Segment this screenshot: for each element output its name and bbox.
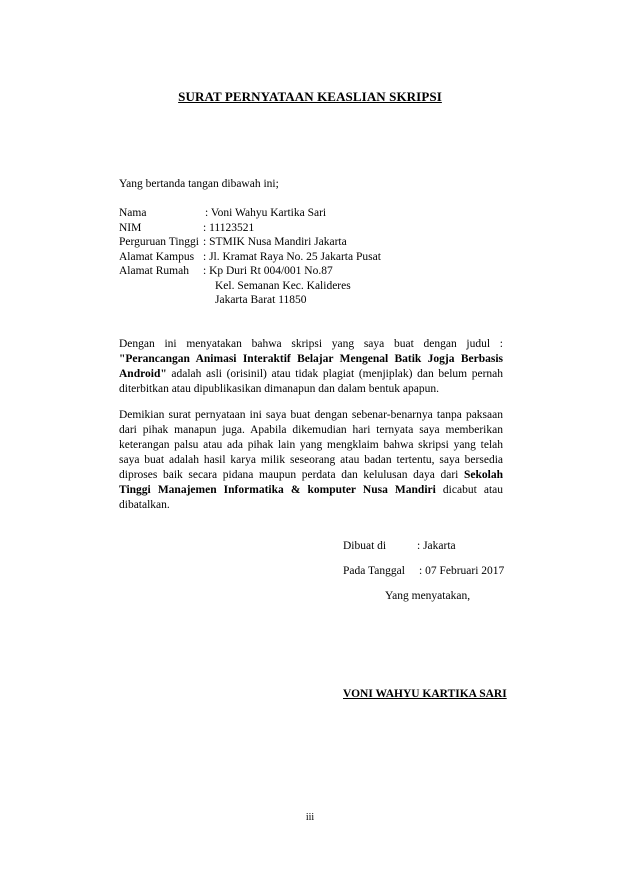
statement-intro: Dengan ini menyatakan bahwa skripsi yang saya buat dengan judul :	[119, 338, 503, 350]
declaration-body: Demikian surat pernyataan ini saya buat dengan sebenar-benarnya tanpa paksaan dari pihak manapun juga. Apabila dikemudian hari ternyata saya memberikan keterangan palsu atau ada pihak lain yang mengklaim bahwa skripsi yang telah saya buat adalah hasil karya milik seseorang atau badan tertentu, saya bersedia diproses baik secara pidana maupun perdata dan kelulusan daya dari	[119, 409, 503, 481]
field-alamat-kampus-value: : Jl. Kramat Raya No. 25 Jakarta Pusat	[203, 251, 381, 263]
intro-text: Yang bertanda tangan dibawah ini;	[119, 178, 279, 190]
field-nim	[119, 221, 254, 236]
field-alamat-rumah-label: Alamat Rumah	[119, 265, 189, 277]
field-nama-value: : Voni Wahyu Kartika Sari	[205, 207, 327, 219]
signatory-caption: Yang menyatakan,	[385, 590, 471, 602]
declaration-paragraph	[119, 408, 503, 513]
address-line-3: Jakarta Barat 11850	[215, 294, 307, 306]
field-nim-label: NIM	[119, 222, 142, 234]
declaration-end: dicabut atau dibatalkan.	[119, 484, 504, 511]
date-line	[343, 565, 504, 577]
field-alamat-rumah	[119, 264, 333, 279]
place-line	[343, 540, 456, 552]
field-nama-label: Nama	[119, 207, 147, 219]
statement-paragraph	[119, 337, 503, 397]
field-perguruan-tinggi-value: : STMIK Nusa Mandiri Jakarta	[203, 236, 347, 248]
date-label: Pada Tanggal	[343, 565, 405, 577]
signatory-name: VONI WAHYU KARTIKA SARI	[343, 688, 507, 700]
field-nim-value: : 11123521	[203, 222, 255, 234]
date-value: : 07 Februari 2017	[419, 565, 505, 577]
address-line-2: Kel. Semanan Kec. Kalideres	[215, 280, 351, 292]
institution-name: Sekolah Tinggi Manajemen Informatika & komputer Nusa Mandiri	[119, 469, 503, 496]
document-title: SURAT PERNYATAAN KEASLIAN SKRIPSI	[178, 89, 442, 104]
field-perguruan-tinggi-label: Perguruan Tinggi	[119, 236, 199, 248]
thesis-title: "Perancangan Animasi Interaktif Belajar Mengenal Batik Jogja Berbasis Android"	[119, 353, 503, 380]
statement-rest: adalah asli (orisinil) atau tidak plagiat (menjiplak) dan belum pernah diterbitkan atau dipublikasikan dimanapun dan dalam bentuk apapun.	[119, 368, 504, 395]
field-alamat-kampus	[119, 250, 381, 265]
place-value: : Jakarta	[417, 540, 456, 552]
place-label: Dibuat di	[343, 540, 387, 552]
field-perguruan-tinggi	[119, 235, 347, 250]
field-alamat-rumah-value: : Kp Duri Rt 004/001 No.87	[203, 265, 333, 277]
field-alamat-kampus-label: Alamat Kampus	[119, 251, 195, 263]
page-number: iii	[305, 812, 315, 823]
field-nama	[119, 206, 326, 221]
